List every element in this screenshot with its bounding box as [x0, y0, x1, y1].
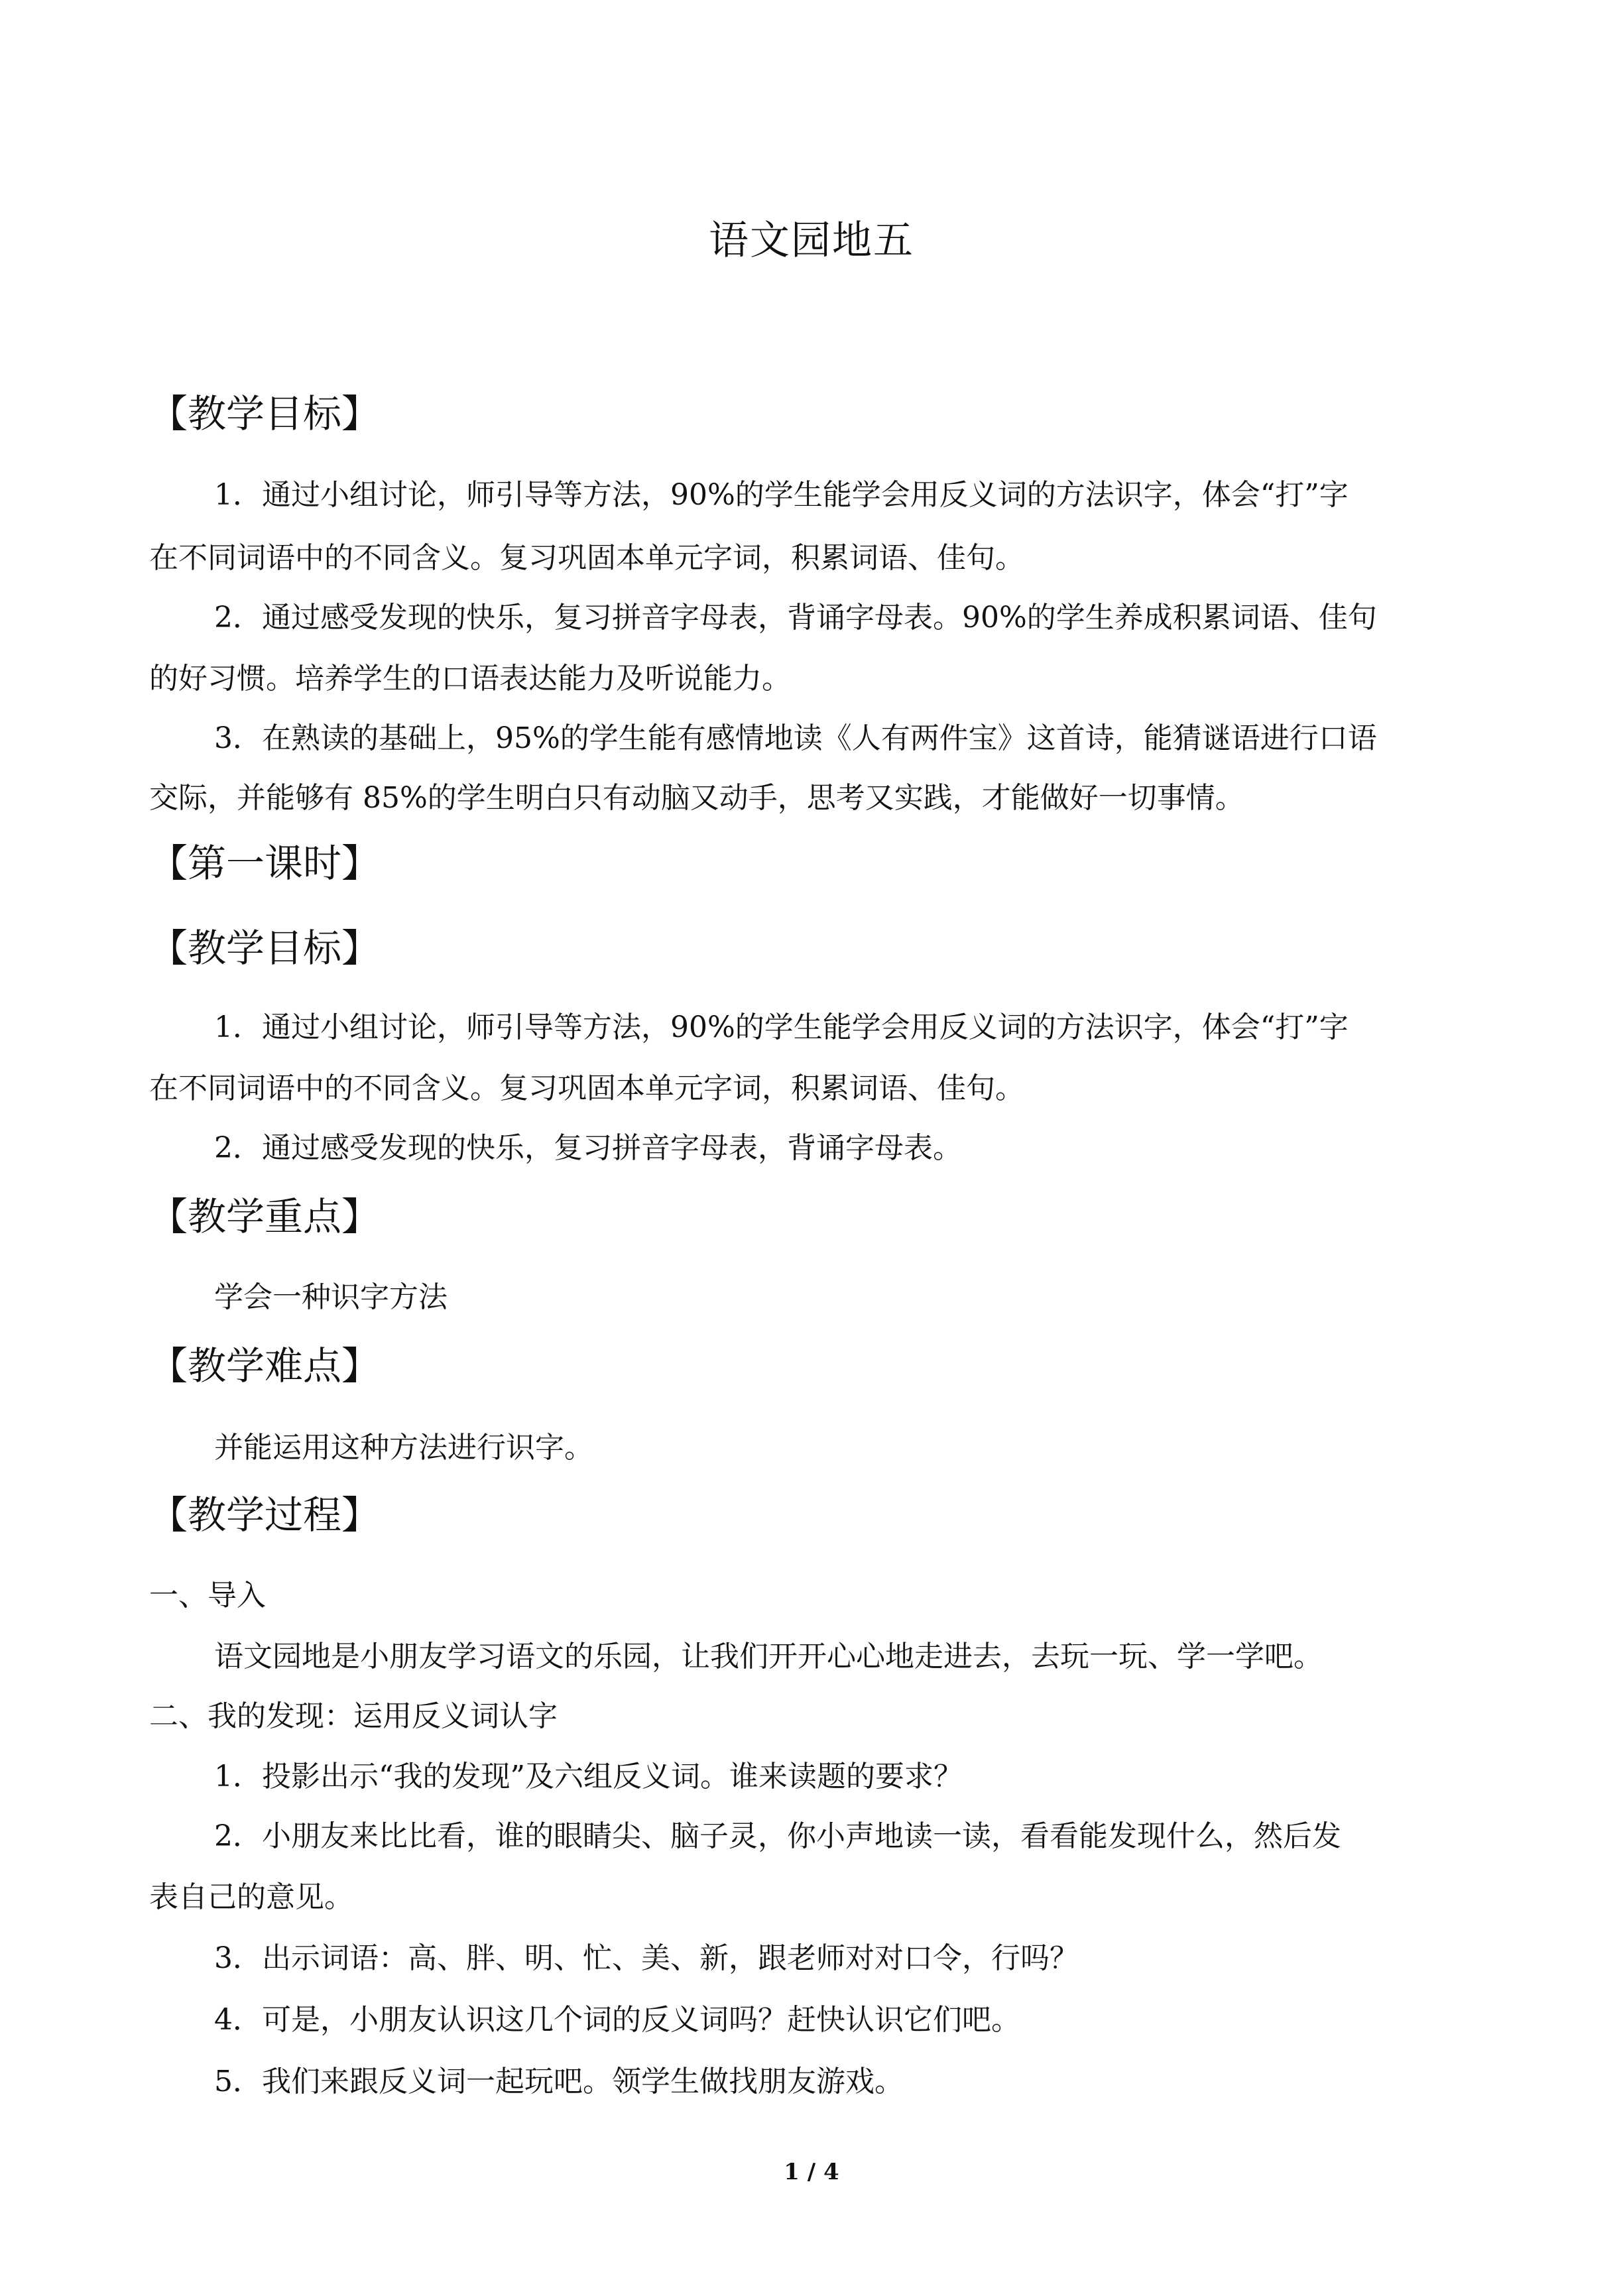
- key-point-text: 学会一种识字方法: [214, 1280, 448, 1314]
- goal-3-line-2: 交际，并能够有 85%的学生明白只有动脑又动手，思考又实践，才能做好一切事情。: [149, 781, 1244, 815]
- goal-3-line-1: 3．在熟读的基础上，95%的学生能有感情地读《人有两件宝》这首诗，能猜谜语进行口语: [214, 721, 1377, 755]
- section-1-text: 语文园地是小朋友学习语文的乐园，让我们开开心心地走进去，去玩一玩、学一学吧。: [214, 1640, 1323, 1673]
- heading-lesson-goals: 【教学目标】: [149, 926, 381, 971]
- goal-2-line-1: 2．通过感受发现的快乐，复习拼音字母表，背诵字母表。90%的学生养成积累词语、佳句: [214, 601, 1377, 634]
- difficulty-text: 并能运用这种方法进行识字。: [214, 1431, 593, 1465]
- section-1-title: 一、导入: [149, 1579, 266, 1612]
- heading-teaching-goals: 【教学目标】: [149, 391, 381, 436]
- goal-2-line-2: 的好习惯。培养学生的口语表达能力及听说能力。: [149, 662, 791, 695]
- process-item-4: 4．可是，小朋友认识这几个词的反义词吗？赶快认识它们吧。: [214, 2003, 1020, 2037]
- process-item-2-line-2: 表自己的意见。: [149, 1880, 353, 1914]
- goal-1-line-1: 1．通过小组讨论，师引导等方法，90%的学生能学会用反义词的方法识字，体会“打”字: [214, 478, 1349, 512]
- lesson-goal-2: 2．通过感受发现的快乐，复习拼音字母表，背诵字母表。: [214, 1131, 962, 1165]
- process-item-1: 1．投影出示“我的发现”及六组反义词。谁来读题的要求？: [214, 1760, 963, 1793]
- goal-1-line-2: 在不同词语中的不同含义。复习巩固本单元字词，积累词语、佳句。: [149, 541, 1024, 575]
- heading-key-point: 【教学重点】: [149, 1194, 381, 1239]
- process-item-5: 5．我们来跟反义词一起玩吧。领学生做找朋友游戏。: [214, 2065, 904, 2098]
- process-item-3: 3．出示词语：高、胖、明、忙、美、新，跟老师对对口令，行吗？: [214, 1941, 1079, 1975]
- section-2-title: 二、我的发现：运用反义词认字: [149, 1699, 558, 1733]
- process-item-2-line-1: 2．小朋友来比比看，谁的眼睛尖、脑子灵，你小声地读一读，看看能发现什么，然后发: [214, 1819, 1341, 1853]
- heading-difficulty: 【教学难点】: [149, 1343, 381, 1388]
- page-number: 1 / 4: [784, 2159, 839, 2185]
- heading-first-lesson: 【第一课时】: [149, 841, 381, 886]
- lesson-goal-1-line-2: 在不同词语中的不同含义。复习巩固本单元字词，积累词语、佳句。: [149, 1071, 1024, 1105]
- page-title: 语文园地五: [709, 217, 914, 264]
- lesson-goal-1-line-1: 1．通过小组讨论，师引导等方法，90%的学生能学会用反义词的方法识字，体会“打”字: [214, 1010, 1349, 1044]
- heading-process: 【教学过程】: [149, 1492, 381, 1538]
